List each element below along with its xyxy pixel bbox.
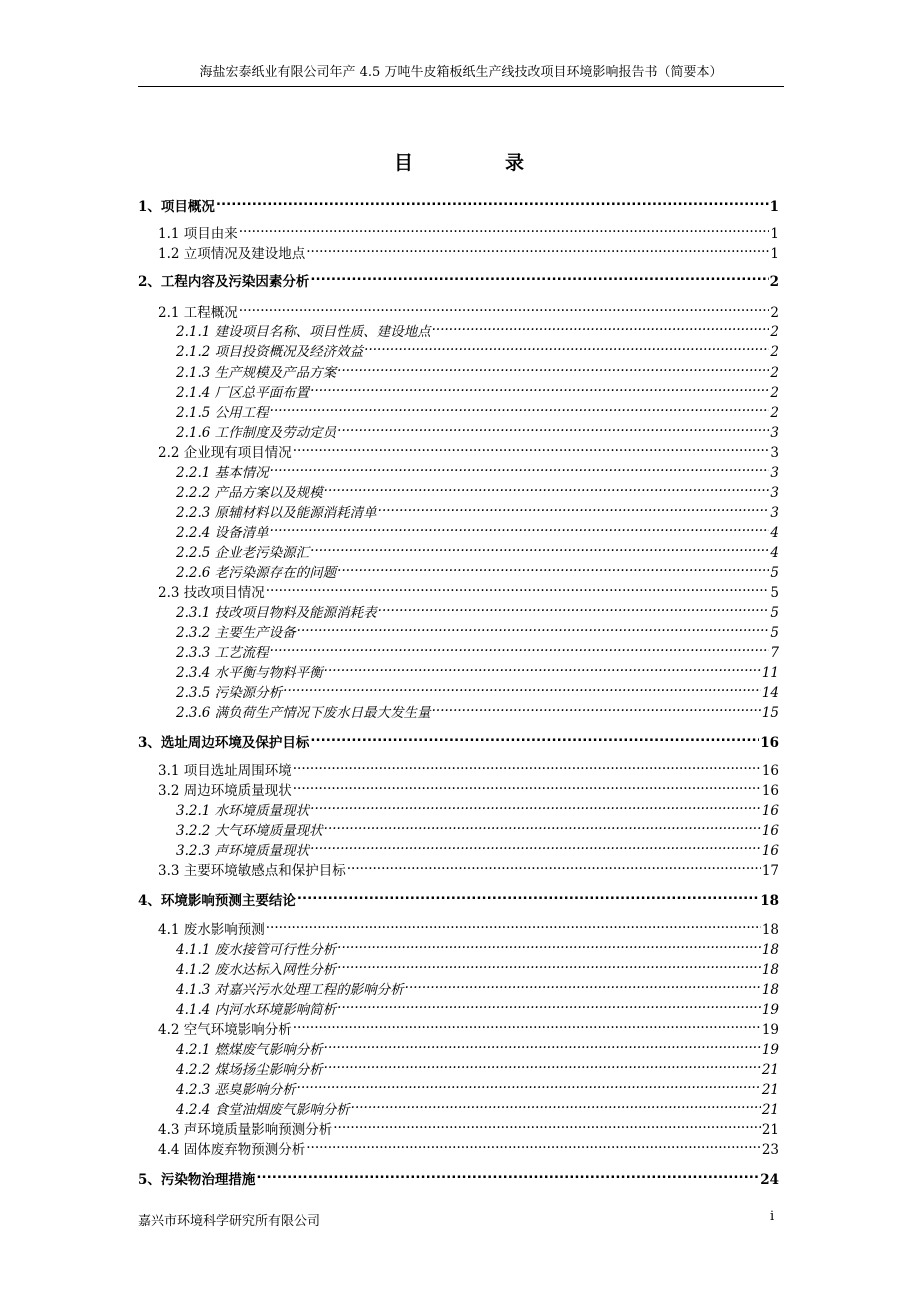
toc-entry-label: 2.2 企业现有项目情况	[158, 445, 292, 461]
toc-entry[interactable]	[138, 1164, 779, 1188]
title-right-char: 录	[505, 152, 527, 174]
toc-entry-label: 3.2 周边环境质量现状	[158, 783, 292, 799]
toc-entry-label: 2.2.5 企业老污染源汇	[176, 545, 310, 561]
toc-leader-dots	[337, 557, 769, 577]
toc-entry[interactable]	[158, 914, 779, 938]
toc-entry-label: 3.1 项目选址周围环境	[158, 763, 292, 779]
toc-entry[interactable]	[176, 336, 779, 360]
toc-entry-label: 2.3.6 满负荷生产情况下废水日最大发生量	[176, 705, 431, 721]
toc-leader-dots	[364, 336, 769, 356]
toc-entry-page: 3	[770, 445, 779, 461]
toc-leader-dots	[310, 727, 759, 747]
toc-entry[interactable]	[176, 994, 779, 1018]
toc-leader-dots	[270, 457, 770, 477]
toc-entry[interactable]	[176, 1074, 779, 1098]
toc-leader-dots	[266, 914, 761, 934]
toc-entry-page: 21	[761, 1062, 779, 1078]
toc-entry[interactable]	[176, 517, 779, 541]
toc-entry-page: 11	[761, 665, 779, 681]
toc-entry-page: 1	[770, 226, 779, 242]
toc-entry-page: 4	[770, 525, 779, 541]
toc-entry-page: 18	[761, 982, 779, 998]
toc-entry-page: 18	[761, 962, 779, 978]
toc-entry-label: 2.1.5 公用工程	[176, 405, 269, 421]
toc-entry[interactable]	[176, 954, 779, 978]
toc-entry-page: 5	[770, 585, 779, 601]
toc-entry-page: 16	[761, 843, 779, 859]
toc-entry-page: 21	[761, 1082, 779, 1098]
toc-entry-label: 2.2.1 基本情况	[176, 465, 269, 481]
toc-entry-label: 2.1.2 项目投资概况及经济效益	[176, 344, 364, 360]
toc-entry-label: 4.1.4 内河水环境影响简析	[176, 1002, 337, 1018]
toc-leader-dots	[293, 1014, 761, 1034]
toc-entry[interactable]	[176, 316, 779, 340]
toc-leader-dots	[293, 437, 770, 457]
toc-entry-label: 2.3.3 工艺流程	[176, 645, 269, 661]
toc-entry-page: 2	[769, 274, 779, 290]
toc-entry-page: 16	[760, 735, 779, 751]
toc-entry[interactable]	[158, 1114, 779, 1138]
toc-entry[interactable]	[176, 677, 779, 701]
toc-entry[interactable]	[158, 775, 779, 799]
toc-entry-page: 24	[760, 1172, 779, 1188]
toc-entry[interactable]	[138, 266, 779, 290]
toc-entry-label: 4.1.1 废水接管可行性分析	[176, 942, 337, 958]
toc-entry-page: 2	[770, 365, 779, 381]
toc-leader-dots	[337, 934, 761, 954]
toc-entry[interactable]	[176, 617, 779, 641]
toc-leader-dots	[297, 617, 770, 637]
toc-entry-label: 1.1 项目由来	[158, 226, 238, 242]
toc-entry[interactable]	[176, 377, 779, 401]
toc-entry-label: 3.2.1 水环境质量现状	[176, 803, 310, 819]
toc-entry-label: 4.2 空气环境影响分析	[158, 1022, 292, 1038]
toc-entry-label: 5、污染物治理措施	[138, 1172, 256, 1188]
toc-leader-dots	[405, 974, 761, 994]
toc-entry[interactable]	[158, 297, 779, 321]
toc-entry-label: 4.3 声环境质量影响预测分析	[158, 1122, 333, 1138]
toc-entry-label: 2.2.6 老污染源存在的问题	[176, 565, 337, 581]
toc-entry-label: 4.4 固体废弃物预测分析	[158, 1142, 306, 1158]
toc-entry-page: 16	[761, 823, 779, 839]
toc-leader-dots	[256, 1164, 759, 1184]
toc-leader-dots	[270, 517, 770, 537]
toc-entry[interactable]	[176, 815, 779, 839]
toc-leader-dots	[337, 357, 769, 377]
toc-leader-dots	[337, 994, 761, 1014]
toc-entry-page: 17	[761, 863, 779, 879]
toc-entry-page: 7	[770, 645, 779, 661]
toc-entry-label: 2.3.2 主要生产设备	[176, 625, 296, 641]
toc-entry-page: 3	[770, 485, 779, 501]
toc-entry[interactable]	[176, 597, 779, 621]
toc-entry-page: 3	[770, 465, 779, 481]
toc-leader-dots	[324, 1034, 761, 1054]
toc-entry-page: 2	[770, 385, 779, 401]
toc-entry-label: 2、工程内容及污染因素分析	[138, 274, 310, 290]
toc-entry-page: 16	[761, 783, 779, 799]
toc-leader-dots	[239, 297, 770, 317]
page-header: 海盐宏泰纸业有限公司年产 4.5 万吨牛皮箱板纸生产线技改项目环境影响报告书（简要本）	[199, 65, 723, 80]
toc-entry[interactable]	[176, 835, 779, 859]
toc-entry-page: 19	[761, 1002, 779, 1018]
toc-entry-page: 5	[770, 605, 779, 621]
toc-entry[interactable]	[176, 1034, 779, 1058]
toc-entry[interactable]	[176, 497, 779, 521]
toc-entry-label: 3.2.3 声环境质量现状	[176, 843, 310, 859]
toc-entry-page: 1	[770, 246, 779, 262]
toc-leader-dots	[283, 677, 761, 697]
toc-entry-label: 2.3 技改项目情况	[158, 585, 265, 601]
toc-entry-page: 19	[761, 1022, 779, 1038]
toc-leader-dots	[337, 417, 769, 437]
toc-entry-page: 16	[761, 803, 779, 819]
toc-entry-page: 21	[761, 1122, 779, 1138]
toc-entry-page: 23	[761, 1142, 779, 1158]
toc-entry[interactable]	[176, 657, 779, 681]
toc-entry-page: 2	[770, 405, 779, 421]
toc-entry[interactable]	[158, 755, 779, 779]
toc-entry-label: 4.2.3 恶臭影响分析	[176, 1082, 296, 1098]
toc-leader-dots	[306, 238, 769, 258]
toc-entry-page: 18	[761, 922, 779, 938]
toc-leader-dots	[324, 815, 761, 835]
toc-entry-label: 1、项目概况	[138, 199, 215, 215]
toc-entry-page: 18	[761, 942, 779, 958]
toc-entry[interactable]	[176, 397, 779, 421]
toc-entry-page: 2	[770, 344, 779, 360]
toc-entry-label: 4、环境影响预测主要结论	[138, 893, 296, 909]
toc-entry-page: 3	[770, 425, 779, 441]
toc-entry[interactable]	[158, 1014, 779, 1038]
toc-leader-dots	[306, 1134, 761, 1154]
toc-entry[interactable]	[138, 191, 779, 215]
toc-entry[interactable]	[176, 637, 779, 661]
toc-entry[interactable]	[138, 727, 779, 751]
toc-leader-dots	[293, 775, 761, 795]
toc-entry-label: 2.2.2 产品方案以及规模	[176, 485, 323, 501]
toc-entry[interactable]	[158, 437, 779, 461]
toc-leader-dots	[297, 885, 759, 905]
toc-leader-dots	[310, 377, 769, 397]
toc-entry-page: 2	[770, 324, 779, 340]
toc-entry-label: 2.2.4 设备清单	[176, 525, 269, 541]
toc-entry-label: 3、选址周边环境及保护目标	[138, 735, 310, 751]
toc-entry[interactable]	[176, 697, 779, 721]
toc-entry-label: 2.1.6 工作制度及劳动定员	[176, 425, 337, 441]
footer-page-number: i	[770, 1209, 775, 1224]
toc-leader-dots	[432, 697, 761, 717]
toc-entry-label: 3.3 主要环境敏感点和保护目标	[158, 863, 346, 879]
toc-leader-dots	[432, 316, 770, 336]
toc-entry-label: 2.1.1 建设项目名称、项目性质、建设地点	[176, 324, 431, 340]
toc-leader-dots	[297, 1074, 761, 1094]
toc-entry-page: 5	[770, 565, 779, 581]
toc-entry-page: 18	[760, 893, 779, 909]
toc-entry-label: 2.1.4 厂区总平面布置	[176, 385, 310, 401]
toc-entry-label: 4.2.2 煤场扬尘影响分析	[176, 1062, 323, 1078]
toc-leader-dots	[310, 835, 761, 855]
toc-leader-dots	[266, 577, 770, 597]
toc-entry-page: 14	[761, 685, 779, 701]
toc-entry-label: 2.1.3 生产规模及产品方案	[176, 365, 337, 381]
toc-entry-label: 2.3.1 技改项目物料及能源消耗表	[176, 605, 377, 621]
toc-entry[interactable]	[158, 1134, 779, 1158]
toc-entry[interactable]	[138, 885, 779, 909]
toc-leader-dots	[347, 855, 761, 875]
toc-entry[interactable]	[176, 1094, 779, 1118]
toc-leader-dots	[270, 397, 770, 417]
toc-entry[interactable]	[158, 218, 779, 242]
toc-entry[interactable]	[176, 974, 779, 998]
toc-entry[interactable]	[176, 934, 779, 958]
title-left-char: 目	[393, 152, 415, 174]
toc-entry-label: 4.1 废水影响预测	[158, 922, 265, 938]
toc-entry[interactable]	[176, 417, 779, 441]
toc-leader-dots	[270, 637, 770, 657]
toc-entry-label: 4.2.4 食堂油烟废气影响分析	[176, 1102, 350, 1118]
toc-entry[interactable]	[176, 537, 779, 561]
footer-organization: 嘉兴市环境科学研究所有限公司	[138, 1214, 321, 1229]
toc-leader-dots	[351, 1094, 761, 1114]
toc-leader-dots	[324, 657, 761, 677]
toc-leader-dots	[310, 795, 761, 815]
toc-entry[interactable]	[176, 357, 779, 381]
toc-entry-label: 4.1.3 对嘉兴污水处理工程的影响分析	[176, 982, 404, 998]
toc-entry-label: 2.3.5 污染源分析	[176, 685, 283, 701]
toc-entry-label: 2.1 工程概况	[158, 305, 238, 321]
toc-leader-dots	[216, 191, 769, 211]
toc-entry[interactable]	[176, 477, 779, 501]
toc-entry[interactable]	[176, 1054, 779, 1078]
toc-entry-page: 16	[761, 763, 779, 779]
toc-entry-label: 2.2.3 原辅材料以及能源消耗清单	[176, 505, 377, 521]
toc-entry[interactable]	[176, 795, 779, 819]
toc-leader-dots	[333, 1114, 761, 1134]
toc-leader-dots	[324, 1054, 761, 1074]
toc-leader-dots	[378, 497, 770, 517]
toc-entry[interactable]	[176, 557, 779, 581]
toc-entry-page: 21	[761, 1102, 779, 1118]
toc-entry-page: 2	[770, 305, 779, 321]
toc-entry-page: 15	[761, 705, 779, 721]
toc-leader-dots	[378, 597, 770, 617]
toc-entry-label: 1.2 立项情况及建设地点	[158, 246, 306, 262]
toc-leader-dots	[310, 537, 769, 557]
toc-leader-dots	[337, 954, 761, 974]
toc-entry-page: 1	[769, 199, 779, 215]
toc-leader-dots	[293, 755, 761, 775]
toc-entry-label: 3.2.2 大气环境质量现状	[176, 823, 323, 839]
toc-leader-dots	[239, 218, 770, 238]
toc-leader-dots	[324, 477, 770, 497]
toc-entry-page: 19	[761, 1042, 779, 1058]
toc-entry-label: 2.3.4 水平衡与物料平衡	[176, 665, 323, 681]
toc-entry[interactable]	[158, 238, 779, 262]
toc-entry-label: 4.1.2 废水达标入网性分析	[176, 962, 337, 978]
toc-entry[interactable]	[158, 577, 779, 601]
toc-leader-dots	[310, 266, 768, 286]
toc-entry[interactable]	[158, 855, 779, 879]
toc-entry[interactable]	[176, 457, 779, 481]
toc-entry-page: 5	[770, 625, 779, 641]
toc-entry-page: 3	[770, 505, 779, 521]
toc-entry-label: 4.2.1 燃煤废气影响分析	[176, 1042, 323, 1058]
toc-entry-page: 4	[770, 545, 779, 561]
